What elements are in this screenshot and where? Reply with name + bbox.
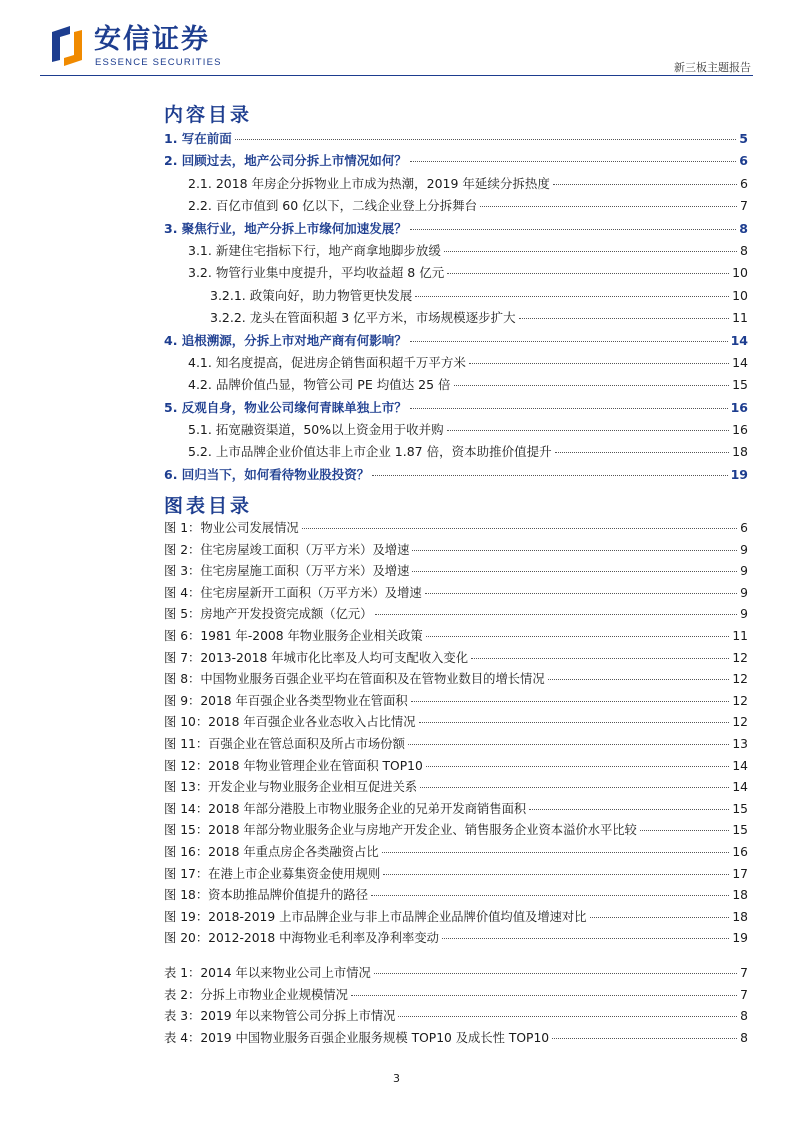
dot-leader	[411, 701, 730, 702]
dot-leader	[590, 917, 730, 918]
contents-entry-label: 3.2.2. 龙头在管面积超 3 亿平方米，市场规模逐步扩大	[210, 310, 516, 326]
contents-entry-label: 3.1. 新建住宅指标下行，地产商拿地脚步放缓	[188, 242, 441, 258]
figure-entry-page: 11	[732, 628, 748, 643]
figure-entry-label: 图 12：2018 年物业管理企业在管面积 TOP10	[164, 758, 423, 773]
figure-entry-label: 图 11：百强企业在管总面积及所占市场份额	[164, 736, 405, 751]
dot-leader	[442, 938, 729, 939]
figure-entry-label: 图 9：2018 年百强企业各类型物业在管面积	[164, 693, 408, 708]
figure-entry-page: 12	[732, 693, 748, 708]
dot-leader	[555, 452, 729, 453]
figure-entry-page: 19	[732, 931, 748, 946]
dot-leader	[447, 430, 729, 431]
figure-entry-label: 图 18：资本助推品牌价值提升的路径	[164, 888, 369, 903]
figure-entry[interactable]	[164, 626, 748, 648]
dot-leader	[382, 852, 730, 853]
figure-entry-page: 12	[732, 672, 748, 687]
contents-entry-label: 3. 聚焦行业，地产分拆上市缘何加速发展？	[164, 220, 407, 236]
dot-leader	[426, 636, 730, 637]
figure-entry-label: 图 17：在港上市企业募集资金使用规则	[164, 866, 381, 881]
header-divider	[40, 75, 753, 76]
dot-leader	[552, 1038, 737, 1039]
table-entry[interactable]	[164, 1006, 748, 1028]
dot-leader	[398, 1016, 737, 1017]
contents-entry-label: 2. 回顾过去，地产公司分拆上市情况如何？	[164, 153, 407, 169]
contents-entry-page: 6	[740, 175, 748, 191]
figure-entry-page: 18	[732, 888, 748, 903]
figures-list	[164, 518, 748, 950]
figure-entry-label: 图 3：住宅房屋施工面积（万平方米）及增速	[164, 564, 410, 579]
figure-entry[interactable]	[164, 734, 748, 756]
table-entry-label: 表 2：分拆上市物业企业规模情况	[164, 987, 348, 1002]
figure-entry-page: 17	[732, 866, 748, 881]
contents-entry[interactable]	[164, 173, 748, 195]
figure-entry-page: 18	[732, 909, 748, 924]
figure-entry-page: 16	[732, 844, 748, 859]
figure-entry[interactable]	[164, 842, 748, 864]
figure-entry[interactable]	[164, 799, 748, 821]
contents-entry[interactable]	[164, 262, 748, 284]
contents-entry[interactable]	[164, 150, 748, 172]
contents-entry-page: 14	[732, 354, 748, 370]
figure-entry-page: 15	[732, 801, 748, 816]
contents-entry-page: 5	[739, 131, 748, 146]
contents-entry-label: 4.2. 品牌价值凸显，物管公司 PE 均值达 25 倍	[188, 377, 451, 393]
contents-entry-page: 7	[740, 198, 748, 214]
contents-entry[interactable]	[164, 352, 748, 374]
contents-entry-page: 8	[740, 242, 748, 258]
contents-entry-label: 5. 反观自身，物业公司缘何青睐单独上市？	[164, 399, 407, 415]
contents-entry-label: 5.2. 上市品牌企业价值达非上市企业 1.87 倍，资本助推价值提升	[188, 444, 552, 460]
dot-leader	[519, 318, 729, 319]
contents-entry-label: 2.2. 百亿市值到 60 亿以下，二线企业登上分拆舞台	[188, 198, 478, 214]
contents-entry[interactable]	[164, 464, 748, 486]
contents-entry-label: 3.2.1. 政策向好，助力物管更快发展	[210, 287, 413, 303]
figure-entry-page: 9	[740, 542, 748, 557]
figure-entry-label: 图 13：开发企业与物业服务企业相互促进关系	[164, 780, 418, 795]
dot-leader	[553, 184, 737, 185]
figure-entry-label: 图 5：房地产开发投资完成额（亿元）	[164, 607, 373, 622]
dot-leader	[471, 658, 729, 659]
contents-entry[interactable]	[164, 419, 748, 441]
contents-entry-page: 16	[730, 399, 748, 415]
contents-entry[interactable]	[164, 441, 748, 463]
dot-leader	[444, 251, 737, 252]
brand-name-en: ESSENCE SECURITIES	[95, 57, 222, 68]
figure-entry-label: 图 20：2012-2018 中海物业毛利率及净利率变动	[164, 931, 439, 946]
brand-name-cn: 安信证券	[94, 24, 210, 55]
dot-leader	[371, 895, 729, 896]
table-entry-page: 7	[740, 987, 748, 1002]
contents-entry-label: 3.2. 物管行业集中度提升，平均收益超 8 亿元	[188, 265, 445, 281]
table-entry[interactable]	[164, 985, 748, 1007]
contents-entry-label: 2.1. 2018 年房企分拆物业上市成为热潮，2019 年延续分拆热度	[188, 175, 550, 191]
figure-entry[interactable]	[164, 669, 748, 691]
contents-entry-page: 14	[730, 332, 748, 348]
dot-leader	[410, 229, 736, 230]
dot-leader	[548, 679, 730, 680]
table-entry-label: 表 3：2019 年以来物管公司分拆上市情况	[164, 1009, 396, 1024]
contents-entry-page: 8	[739, 220, 748, 236]
contents-entry-page: 10	[732, 287, 748, 303]
contents-entry[interactable]	[164, 128, 748, 150]
contents-entry-page: 19	[730, 466, 748, 482]
table-entry[interactable]	[164, 1028, 748, 1050]
figure-entry-label: 图 14：2018 年部分港股上市物业服务企业的兄弟开发商销售面积	[164, 801, 527, 816]
contents-entry[interactable]	[164, 195, 748, 217]
figure-entry[interactable]	[164, 583, 748, 605]
figure-entry-label: 图 2：住宅房屋竣工面积（万平方米）及增速	[164, 542, 410, 557]
dot-leader	[374, 973, 737, 974]
figure-entry-label: 图 4：住宅房屋新开工面积（万平方米）及增速	[164, 585, 422, 600]
figure-entry[interactable]	[164, 864, 748, 886]
dot-leader	[412, 571, 737, 572]
figure-entry-page: 12	[732, 715, 748, 730]
figure-entry[interactable]	[164, 756, 748, 778]
figure-entry-label: 图 10：2018 年百强企业各业态收入占比情况	[164, 715, 416, 730]
figure-entry-page: 9	[740, 564, 748, 579]
figure-entry[interactable]	[164, 885, 748, 907]
figure-entry-page: 13	[732, 736, 748, 751]
figure-entry-page: 9	[740, 585, 748, 600]
figure-entry-label: 图 6：1981 年-2008 年物业服务企业相关政策	[164, 628, 423, 643]
contents-title: 内容目录	[164, 104, 253, 126]
dot-leader	[410, 408, 728, 409]
figure-entry[interactable]	[164, 691, 748, 713]
figure-entry[interactable]	[164, 561, 748, 583]
contents-entry-label: 4. 追根溯源，分拆上市对地产商有何影响？	[164, 332, 407, 348]
dot-leader	[372, 475, 727, 476]
tables-list	[164, 963, 748, 1049]
contents-entry[interactable]	[164, 285, 748, 307]
contents-entry[interactable]	[164, 374, 748, 396]
table-entry-page: 7	[740, 966, 748, 980]
dot-leader	[454, 385, 730, 386]
figure-entry-page: 15	[732, 823, 748, 838]
figure-entry[interactable]	[164, 540, 748, 562]
dot-leader	[640, 830, 729, 831]
figure-entry[interactable]	[164, 820, 748, 842]
dot-leader	[425, 593, 738, 594]
contents-entry[interactable]	[164, 330, 748, 352]
dot-leader	[426, 766, 730, 767]
figure-entry-label: 图 7：2013-2018 年城市化比率及人均可支配收入变化	[164, 650, 469, 665]
contents-entry[interactable]	[164, 240, 748, 262]
contents-entry-label: 5.1. 拓宽融资渠道，50%以上资金用于收并购	[188, 422, 444, 438]
table-entry-label: 表 4：2019 中国物业服务百强企业服务规模 TOP10 及成长性 TOP10	[164, 1030, 550, 1045]
dot-leader	[410, 161, 736, 162]
dot-leader	[302, 528, 737, 529]
figure-entry-page: 6	[740, 521, 748, 535]
contents-entry-label: 1. 写在前面	[164, 131, 232, 146]
figure-entry[interactable]	[164, 928, 748, 950]
figure-entry[interactable]	[164, 777, 748, 799]
figure-entry[interactable]	[164, 907, 748, 929]
figure-entry[interactable]	[164, 604, 748, 626]
contents-entry[interactable]	[164, 307, 748, 329]
dot-leader	[419, 722, 730, 723]
dot-leader	[412, 550, 737, 551]
figure-entry[interactable]	[164, 648, 748, 670]
dot-leader	[415, 296, 729, 297]
essence-logo-icon	[48, 24, 86, 68]
contents-list	[164, 128, 748, 486]
contents-entry-label: 4.1. 知名度提高，促进房企销售面积超千万平方米	[188, 354, 466, 370]
dot-leader	[420, 787, 729, 788]
contents-entry-page: 11	[732, 310, 748, 326]
figures-title: 图表目录	[164, 495, 253, 517]
dot-leader	[529, 809, 729, 810]
figure-entry-label: 图 16：2018 年重点房企各类融资占比	[164, 844, 379, 859]
dot-leader	[351, 995, 737, 996]
figure-entry-label: 图 1：物业公司发展情况	[164, 521, 299, 535]
contents-entry-page: 15	[732, 377, 748, 393]
table-entry-label: 表 1：2014 年以来物业公司上市情况	[164, 966, 371, 980]
figure-entry[interactable]	[164, 712, 748, 734]
page-number: 3	[393, 1072, 400, 1085]
figure-entry-label: 图 19：2018-2019 上市品牌企业与非上市品牌企业品牌价值均值及增速对比	[164, 909, 587, 924]
dot-leader	[383, 874, 729, 875]
figure-entry[interactable]	[164, 518, 748, 540]
figure-entry-page: 14	[732, 780, 748, 795]
dot-leader	[469, 363, 729, 364]
figure-entry-page: 14	[732, 758, 748, 773]
contents-entry-page: 6	[739, 153, 748, 169]
dot-leader	[480, 206, 737, 207]
figure-entry-page: 12	[732, 650, 748, 665]
contents-entry[interactable]	[164, 218, 748, 240]
dot-leader	[235, 139, 736, 140]
table-entry[interactable]	[164, 963, 748, 985]
table-entry-page: 8	[740, 1009, 748, 1024]
report-type: 新三板主题报告	[674, 61, 751, 74]
contents-entry[interactable]	[164, 397, 748, 419]
page-header	[40, 20, 753, 74]
dot-leader	[447, 273, 729, 274]
contents-entry-page: 18	[732, 444, 748, 460]
dot-leader	[375, 614, 737, 615]
dot-leader	[408, 744, 729, 745]
table-entry-page: 8	[740, 1030, 748, 1045]
contents-entry-page: 16	[732, 422, 748, 438]
contents-entry-page: 10	[732, 265, 748, 281]
figure-entry-label: 图 15：2018 年部分物业服务企业与房地产开发企业、销售服务企业资本溢价水平比较	[164, 823, 637, 838]
figure-entry-page: 9	[740, 607, 748, 622]
figure-entry-label: 图 8：中国物业服务百强企业平均在管面积及在管物业数目的增长情况	[164, 672, 545, 687]
dot-leader	[410, 341, 728, 342]
contents-entry-label: 6. 回归当下，如何看待物业股投资？	[164, 466, 370, 482]
